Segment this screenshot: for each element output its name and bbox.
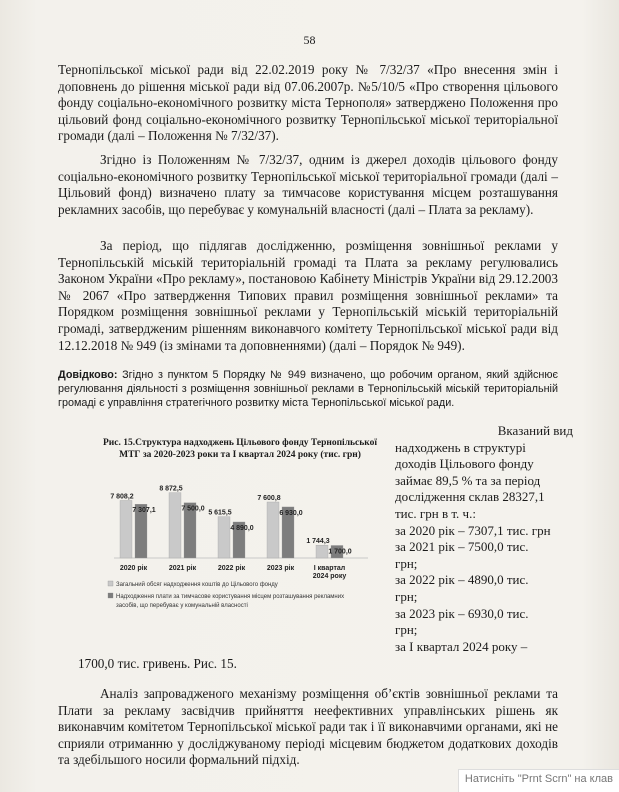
commentary-line: за 2021 рік – 7500,0 тис. [395, 539, 529, 555]
chart-data-label: 1 744,3 [306, 538, 330, 546]
chart-data-label: 7 600,8 [257, 494, 281, 502]
commentary-line: тис. грн в т. ч.: [395, 505, 476, 521]
commentary-line: за I квартал 2024 року – [395, 638, 528, 654]
chart-data-label: 1 700,0 [328, 548, 352, 556]
chart-title: Рис. 15.Структура надходжень Цільового фонду Тернопільської МТГ за 2020-2023 роки та I квартал 2024 року (тис. грн) [102, 438, 378, 460]
legend-label: Загальний обсяг надходження коштів до Цільового фонду [116, 582, 278, 588]
chart-category-label: I квартал [313, 565, 346, 572]
chart-category-label: 2021 рік [168, 565, 197, 572]
chart-category-label: 2020 рік [119, 565, 148, 572]
paragraph-decision: Тернопільської міської ради від 22.02.2019 року № 7/32/37 «Про внесення змін і доповнень до рішення міської ради від 07.06.2007р. №5/10/5 «Про створення цільового фонду соціально-економічного розвитку міста Тернополя» затверджено Положення про цільовий фонд соціально-економічного розвитку Тернопільської міської територіальної громади (далі – Положення № 7/32/37). [58, 62, 558, 144]
chart-bar [267, 502, 279, 558]
chart-data-label: 6 930,0 [279, 509, 303, 517]
commentary-line: доходів Цільового фонду [395, 456, 534, 472]
chart-data-label: 5 615,5 [208, 509, 232, 517]
commentary-line: надходжень в структурі [395, 439, 526, 455]
legend-swatch [108, 593, 113, 598]
chart-bar [316, 545, 328, 558]
chart-commentary [395, 423, 573, 655]
chart-category-label: 2023 рік [266, 565, 295, 572]
figure-reference-line: 1700,0 тис. гривень. Рис. 15. [78, 656, 237, 671]
commentary-line: грн; [395, 555, 418, 571]
page-number: 58 [303, 33, 316, 47]
chart-data-label: 7 500,0 [181, 505, 205, 513]
legend-label: засобів, що перебуває у комунальній власності [116, 603, 248, 609]
commentary-line: грн; [395, 588, 418, 604]
reference-note-text: Згідно з пунктом 5 Порядку № 949 визначено, що робочим органом, який здійснює регулювання діяльності з розміщення зовнішньої реклами в Тернопільській міській територіальній громаді є управління стратегічного розвитку міста Тернопільської міської ради. [58, 369, 558, 409]
figure-15-chart [100, 438, 380, 628]
legend-label: Надходження плати за тимчасове користування місцем розташування рекламних [116, 594, 345, 600]
commentary-line: Вказаний вид [497, 423, 573, 438]
reference-note [58, 368, 558, 410]
paragraph-regulation: Згідно із Положенням № 7/32/37, одним із джерел доходів цільового фонду соціально-економічного розвитку Тернопільської міської територіальної громади (далі – Цільовий фонд) визначено плату за тимчасове користування місцем розташування рекламних засобів, що перебуває у комунальній власності (далі – Плата за рекламу). [58, 152, 558, 217]
chart-data-label: 7 307,1 [132, 507, 156, 515]
reference-note-label: Довідково: [58, 369, 118, 381]
chart-bar [169, 493, 181, 558]
chart-category-label: 2024 року [312, 573, 347, 580]
commentary-line: дослідження склав 28327,1 [395, 489, 545, 505]
chart-data-label: 7 808,2 [110, 493, 134, 501]
chart-data-label: 8 872,5 [159, 485, 183, 493]
chart-data-label: 4 890,0 [230, 524, 254, 532]
paragraph-analysis: Аналіз запровадженого механізму розміщення об’єктів зовнішньої реклами та Плати за рекламу засвідчив прийняття неефективних управлінських рішень як виконавчим комітетом Тернопільської міської ради так і її виконавчими органами, які не сприяли отриманню у досліджуваному періоді місцевим бюджетом додаткових доходів та здебільшого носили формальний підхід. [58, 686, 558, 768]
paragraph-advertising-law: За період, що підлягав дослідженню, розміщення зовнішньої реклами у Тернопільській міській територіальній громаді та Плата за рекламу регулювались Законом України «Про рекламу», постановою Кабінету Міністрів України від 29.12.2003 № 2067 «Про затвердження Типових правил розміщення зовнішньої реклами» та Порядком розміщення зовнішньої реклами у Тернопільській міській територіальній громаді, затвердженим рішенням виконавчого комітету Тернопільської міської ради від 12.12.2018 № 949 (із змінами та доповненнями) (далі – Порядок № 949). [58, 238, 558, 353]
commentary-line: за 2023 рік – 6930,0 тис. [395, 605, 529, 621]
commentary-line: займає 89,5 % та за період [395, 472, 541, 488]
commentary-line: за 2020 рік – 7307,1 тис. грн [395, 522, 551, 538]
commentary-line: грн; [395, 622, 418, 638]
legend-swatch [108, 581, 113, 586]
chart-category-label: 2022 рік [217, 565, 246, 572]
bar-chart-svg [100, 438, 380, 628]
screenshot-hint-watermark: Натисніть "Prnt Scrn" на клав [458, 769, 619, 792]
commentary-line: за 2022 рік – 4890,0 тис. [395, 572, 529, 588]
chart-bar [120, 500, 132, 558]
chart-bar [218, 517, 230, 558]
